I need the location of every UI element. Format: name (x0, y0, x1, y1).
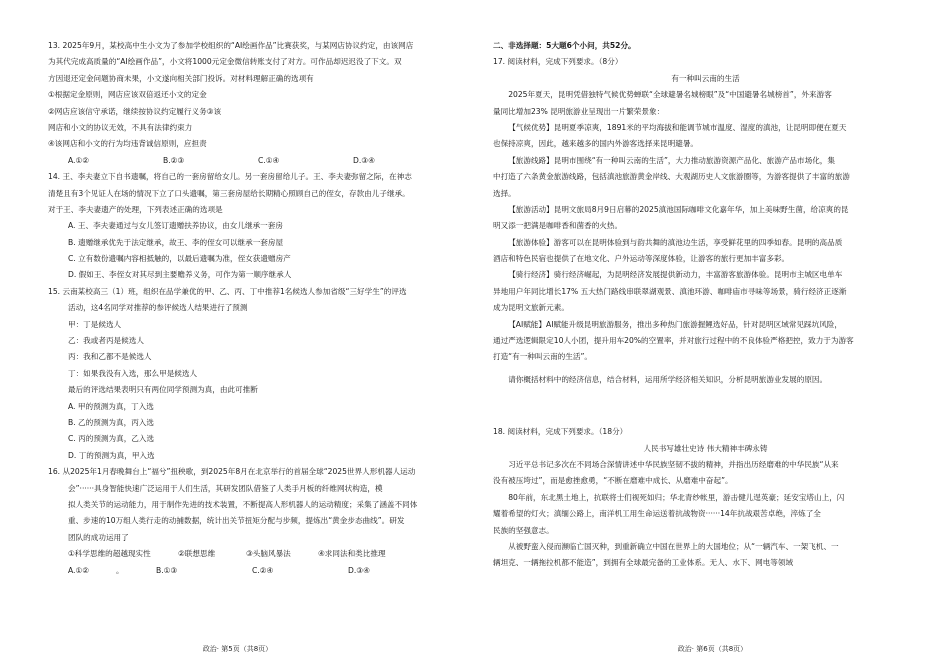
q16-choice-d: D.③④ (348, 565, 370, 575)
q13-choice-a: A.①② (68, 155, 90, 165)
q17-p3a: 【旅游线路】昆明市围绕“有一种叫云南的生活”，大力推动旅游资源产品化、旅游产品市场化，集 (508, 155, 835, 165)
q16-choices (68, 565, 458, 576)
question-16 (48, 466, 458, 576)
q17-p7b: 通过严选逻辑限定10人小团，提升用车20%的空置率，并对旅行过程中的不良体验严格把控，致力于为游客 (493, 336, 854, 346)
q17-p7c: 打造“有一种叫云南的生活”。 (493, 352, 592, 362)
q18-p1a: 习近平总书记多次在不同场合深情讲述中华民族坚韧不拔的精神，并指出历经磨难的中华民族“从来 (508, 459, 839, 469)
q17-request: 请你概括材料中的经济信息，结合材料，运用所学经济相关知识，分析昆明旅游业发展的原因。 (508, 374, 828, 384)
q17-p4b: 明又添一把满是咖啡香和菌香的火热。 (493, 221, 623, 231)
q16-choice-c: C.②④ (252, 565, 274, 575)
q17-p6a: 【骑行经济】骑行经济崛起，为昆明经济发展提供新动力，丰富游客旅游体验。昆明市主城区电单车 (508, 270, 843, 280)
right-page-footer: 政治· 第6页（共8页） (677, 645, 748, 653)
question-13 (48, 40, 458, 166)
q15-stem-2: 活动，这4名同学对推荐的参评候选人结果进行了预测 (68, 303, 248, 313)
q14-option-a: A. 王、李夫妻通过与女儿签订遗赠扶养协议，由女儿继承一套房 (68, 221, 283, 231)
q15-option-b: B. 乙的预测为真，丙入选 (68, 417, 154, 427)
q18-title: 人民书写雄壮史诗 伟大精神丰碑永铸 (643, 443, 768, 453)
left-column (48, 40, 458, 581)
q17-p1b: 量同比增加23% 昆明旅游业呈现出一片繁荣景象： (493, 106, 665, 116)
q17-stem: 17. 阅读材料，完成下列要求。（8分） (493, 57, 623, 67)
question-14 (48, 171, 458, 281)
q13-stem-1: 13. 2025年9月，某校高中生小文为了参加学校组织的“AI绘画作品”比赛获奖，与某网店协议约定，由该网店 (48, 41, 414, 50)
q15-ding: 丁：如果我没有入选，那么甲是候选人 (68, 368, 198, 378)
q17-p6b: 异地用户年同比增长17% 五大热门路线串联翠湖观景、滇池环游、咖啡庙市寻味等场景，骑行经济正逐渐 (493, 286, 847, 296)
q14-option-d: D. 假如王、李侄女对其尽到主要赡养义务，可作为第一顺序继承人 (68, 270, 292, 280)
question-17 (493, 56, 918, 385)
q18-stem: 18. 阅读材料，完成下列要求。（18分） (493, 427, 628, 437)
q16-options (68, 548, 458, 559)
q13-stem-2: 为其代完成高质量的“AI绘画作品”，小文将1000元定金微信转账支付了对方。可作品却迟迟没了下文。双 (48, 57, 402, 67)
q13-option-2a: ②网店应该信守承诺，继续按协议约定履行义务③该 (48, 106, 222, 116)
q16-option-4: ④求同法和类比推理 (318, 549, 386, 559)
q16-stem-5: 团队的成功运用了 (68, 532, 129, 542)
q16-choice-sep: 。 (116, 565, 124, 575)
q16-choice-b: B.①③ (156, 565, 178, 575)
q17-p3b: 中打造了六条黄金旅游线路，包括滇池旅游黄金岸线、大观湖历史人文旅游圈等，为游客提供了丰富的旅游 (493, 172, 850, 182)
right-column (493, 40, 918, 574)
q18-p2b: 耀着希望的灯火；滇缅公路上，南洋机工用生命运送着抗战物资······14年抗战艰苦卓绝，淬炼了全 (493, 509, 821, 519)
q16-stem-4: 重、步速的10万组人类行走的动捕数据，统计出关节扭矩分配与步频，提炼出“黄金步态曲线”。研发 (68, 516, 405, 526)
q15-jia: 甲：丁是候选人 (68, 319, 122, 329)
q15-option-c: C. 丙的预测为真，乙入选 (68, 434, 155, 444)
q13-stem-3: 方因退还定金问题协商未果，小文遂向相关部门投诉。对材料理解正确的选项有 (48, 73, 314, 83)
question-18 (493, 426, 918, 569)
q15-yi: 乙：我或者丙是候选人 (68, 336, 144, 346)
q13-option-1: ①根据定金原则，网店应该双倍返还小文的定金 (48, 90, 207, 100)
q16-choice-a: A.①② (68, 565, 90, 575)
q17-p4a: 【旅游活动】昆明文旅局8月9日启幕的2025滇池国际咖啡文化嘉年华，加上美味野生菌，给凉爽的昆 (508, 204, 849, 214)
q13-option-2b: 网店和小文的协议无效，不具有法律约束力 (48, 122, 193, 132)
q15-option-d: D. 丁的预测为真，甲入选 (68, 450, 155, 460)
q13-option-4: ④该网店和小文的行为均违背诚信原则，应担责 (48, 139, 207, 149)
q17-title: 有一种叫云南的生活 (671, 73, 740, 83)
q17-p2a: 【气候优势】昆明夏季凉爽，1891米的平均海拔和能调节城市温度、湿度的滇池，让昆明即便在夏天 (508, 122, 847, 132)
q14-stem-3: 对于王、李夫妻遗产的处理，下列表述正确的选项是 (48, 204, 223, 214)
q15-option-a: A. 甲的预测为真，丁入选 (68, 401, 154, 411)
q17-p1a: 2025年夏天，昆明凭借独特气候优势蝉联“全球避暑名城榜眼”及“中国避暑名城榜首”，外来游客 (508, 90, 832, 100)
q14-stem-2: 清楚且有3个见证人在场的情况下立了口头遗嘱，第三套房屋给长期精心照顾自己的侄女，存款由儿子继承。 (48, 188, 410, 198)
q17-p3c: 选择。 (493, 188, 516, 198)
q16-stem-3: 拟人类关节的运动能力，用于制作先进的技术装置，不断提高人形机器人的运动精度；采集了涵盖不同体 (68, 499, 418, 509)
q16-option-1: ①科学思维的超越现实性 (68, 549, 151, 559)
question-15 (48, 286, 458, 461)
q16-option-2: ②联想思维 (178, 549, 216, 559)
q17-p7a: 【AI赋能】AI赋能升级昆明旅游服务，推出多种热门旅游握鲤选好品，针对昆明区域常见踩坑风险， (508, 319, 842, 329)
q17-p5b: 酒店和特色民宿也提供了在地文化、户外运动等深度体验，让游客的旅行更加丰富多彩。 (493, 254, 790, 264)
q14-option-c: C. 立有数份遗嘱内容相抵触的，以最后遗嘱为准，侄女获遗赠房产 (68, 254, 291, 264)
q17-p6c: 成为昆明文旅新元素。 (493, 303, 569, 313)
q13-choice-c: C.①④ (258, 155, 280, 165)
section-title: 二、非选择题：5大题6个小问，共52分。 (493, 41, 636, 50)
right-page (475, 0, 950, 672)
left-page-footer: 政治· 第5页（共8页） (202, 645, 273, 653)
q16-stem-2: 会”······具身智能快速广泛运用于人们生活，其研发团队借鉴了人类手月板的纤维网状构造，模 (68, 483, 383, 493)
q13-choices (68, 155, 458, 166)
q16-option-3: ③头脑风暴法 (246, 549, 291, 559)
q15-bing: 丙：我和乙都不是候选人 (68, 352, 152, 362)
q15-result: 最后的评选结果表明只有两位同学预测为真，由此可推断 (68, 385, 258, 395)
q18-p3a: 从被野蛮入侵而濒临亡国灭种，到重新确立中国在世界上的大国地位；从“一辆汽车、一架飞机、一 (508, 541, 839, 551)
q17-p2b: 也保持凉爽，因此，越来越多的国内外游客选择来昆明避暑。 (493, 139, 699, 149)
q16-stem-1: 16. 从2025年1月春晚舞台上“福兮”扭秧歌，到2025年8月在北京举行的首届全球“2025世界人形机器人运动 (48, 467, 416, 477)
q14-option-b: B. 遗赠继承优先于法定继承，故王、李的侄女可以继承一套房屋 (68, 237, 284, 247)
q18-p3b: 辆坦克、一辆拖拉机都不能造”，到拥有全球最完备的工业体系。无人、水下、网电等领域 (493, 558, 794, 568)
q18-p2c: 民族的坚强意志。 (493, 525, 554, 535)
q17-p5a: 【旅游体验】游客可以在昆明体验到与韵共舞的滇池边生活，享受鲜花里的四季如春。昆明的高品质 (508, 237, 843, 247)
q18-p1b: 没有被压垮过”，而是愈挫愈勇，“不断在磨难中成长、从磨难中奋起”。 (493, 476, 733, 486)
q18-p2a: 80年前，东北黑土地上，抗联将士们视死如归；华北青纱帐里，游击健儿逞英豪；延安宝塔山上，闪 (508, 492, 845, 502)
q13-choice-d: D.③④ (353, 155, 375, 165)
q15-stem-1: 15. 云南某校高三（1）班，组织在品学兼优的甲、乙、丙、丁中推荐1名候选人参加省级“三好学生”的评选 (48, 286, 407, 296)
q14-stem-1: 14. 王、李夫妻立下自书遗嘱，将自己的一套房留给女儿。另一套房留给儿子。王、李夫妻弥留之际，在神志 (48, 172, 412, 182)
q13-choice-b: B.②③ (163, 155, 185, 165)
